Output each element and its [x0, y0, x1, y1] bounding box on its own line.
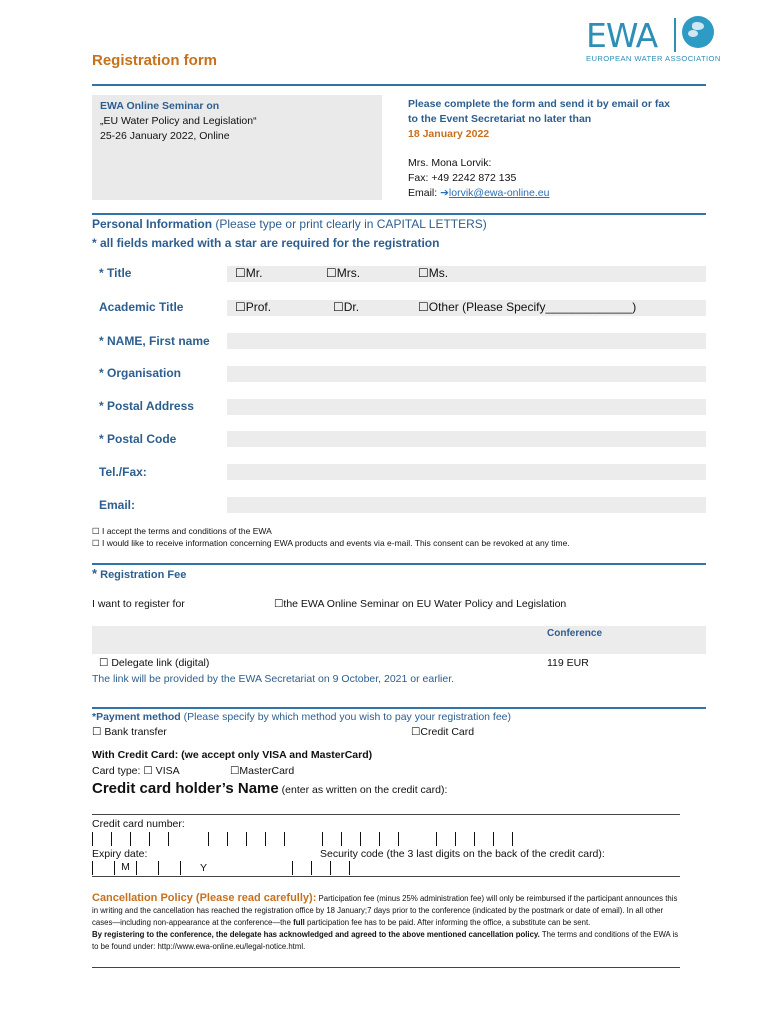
security-code-label: Security code (the 3 last digits on the back of the credit card):	[320, 848, 605, 860]
contact-name: Mrs. Mona Lorvik:	[408, 157, 492, 169]
mastercard-checkbox[interactable]: ☐MasterCard	[230, 765, 295, 777]
delegate-price: 119 EUR	[547, 657, 589, 669]
personal-heading	[92, 217, 487, 231]
personal-heading-bold: Personal Information	[92, 217, 213, 231]
payment-heading-rest: (Please specify by which method you wish to pay your registration fee)	[180, 711, 512, 723]
academic-prof-checkbox[interactable]: ☐Prof.	[235, 300, 272, 314]
fee-star: *	[92, 566, 98, 581]
personal-heading-rest: (Please type or print clearly in CAPITAL LETTERS)	[212, 217, 487, 231]
payment-heading	[92, 711, 511, 723]
visa-checkbox[interactable]: Card type: ☐ VISA	[92, 765, 180, 777]
holder-heading-big: Credit card holder’s Name	[92, 780, 279, 797]
tel-fax-label: Tel./Fax:	[99, 465, 147, 479]
expiry-boxes[interactable]	[92, 861, 181, 875]
instructions-line2: to the Event Secretariat no later than	[408, 113, 592, 125]
arrow-icon: ➔	[440, 187, 449, 199]
organisation-input[interactable]	[227, 366, 706, 382]
academic-dr-checkbox[interactable]: ☐Dr.	[333, 300, 360, 314]
holder-name-line[interactable]	[92, 814, 680, 815]
seminar-checkbox[interactable]: ☐the EWA Online Seminar on EU Water Policy and Legislation	[274, 598, 567, 610]
postal-address-input[interactable]	[227, 399, 706, 415]
card-number-label: Credit card number:	[92, 818, 185, 830]
expiry-label: Expiry date:	[92, 848, 148, 860]
info-consent-checkbox[interactable]: ☐ I would like to receive information concerning EWA products and events via e-mail. This consent can be revoked at any time.	[92, 538, 570, 548]
email-link[interactable]: lorvik@ewa-online.eu	[448, 187, 550, 199]
title-row-bg	[227, 266, 706, 282]
agreement-bold: By registering to the conference, the delegate has acknowledged and agreed to the above mentioned cancellation policy.	[92, 930, 540, 939]
seminar-line3: 25-26 January 2022, Online	[100, 130, 230, 142]
academic-other-checkbox[interactable]: ☐Other (Please Specify_____________)	[418, 300, 637, 314]
title-mrs-checkbox[interactable]: ☐Mrs.	[326, 266, 361, 280]
instructions-box	[400, 95, 706, 203]
globe-icon	[682, 16, 714, 48]
cancellation-text2: participation fee has to be paid. After informing the office, a substitute can be sent.	[304, 918, 591, 927]
credit-card-heading: With Credit Card: (we accept only VISA and MasterCard)	[92, 749, 373, 761]
postal-code-label: * Postal Code	[99, 432, 177, 446]
seminar-info-box	[92, 95, 382, 200]
bank-transfer-checkbox[interactable]: ☐ Bank transfer	[92, 726, 167, 738]
fee-rule	[92, 563, 706, 565]
fee-table-header-bg	[92, 626, 706, 654]
logo-wordmark: EWA	[586, 16, 658, 55]
terms-consent-checkbox[interactable]: ☐ I accept the terms and conditions of the EWA	[92, 526, 272, 536]
credit-card-checkbox[interactable]: ☐Credit Card	[411, 726, 475, 738]
security-code-boxes[interactable]	[292, 861, 350, 875]
required-note: * all fields marked with a star are required for the registration	[92, 236, 440, 250]
footer-line	[92, 967, 680, 968]
register-label: I want to register for	[92, 598, 185, 610]
title-label: * Title	[99, 266, 132, 280]
contact-email-row	[408, 186, 698, 201]
expiry-month: M	[115, 861, 137, 875]
holder-heading-small: (enter as written on the credit card):	[278, 784, 448, 796]
agreement-rest: The terms and conditions of the EWA is to be found under: http://www.ewa-online.eu/legal-notice.html.	[92, 930, 679, 951]
email-field-label: Email:	[99, 498, 136, 512]
payment-bottom-line	[92, 876, 680, 877]
tel-fax-input[interactable]	[227, 464, 706, 480]
ewa-logo	[586, 14, 726, 70]
delegate-link-checkbox[interactable]: ☐ Delegate link (digital)	[99, 657, 210, 669]
title-mr-checkbox[interactable]: ☐Mr.	[235, 266, 263, 280]
cancellation-full: full	[293, 918, 305, 927]
postal-address-label: * Postal Address	[99, 399, 194, 413]
logo-divider	[674, 18, 676, 52]
cancellation-text1: Participation fee (minus 25% administration fee) will only be reimbursed if the participant announces this in writing and the cancellation has reached the registration office by 18 January;7 days prior to the conference (indicated by the postmark or date of email). In all other cases—including non-appearance at the conference—the	[92, 894, 678, 927]
holder-heading	[92, 780, 447, 797]
link-note: The link will be provided by the EWA Secretariat on 9 October, 2021 or earlier.	[92, 673, 455, 685]
seminar-line1: EWA Online Seminar on	[100, 100, 220, 112]
email-label: Email:	[408, 187, 441, 199]
logo-tagline: EUROPEAN WATER ASSOCIATION	[586, 54, 721, 63]
cancellation-policy	[92, 892, 680, 953]
contact-fax: Fax: +49 2242 872 135	[408, 172, 517, 184]
title-rule	[92, 84, 706, 86]
payment-rule	[92, 707, 706, 709]
title-ms-checkbox[interactable]: ☐Ms.	[418, 266, 449, 280]
card-number-boxes[interactable]	[92, 832, 513, 846]
personal-rule	[92, 213, 706, 215]
form-title: Registration form	[92, 52, 218, 69]
fee-heading	[92, 566, 186, 581]
email-field-input[interactable]	[227, 497, 706, 513]
seminar-line2: „EU Water Policy and Legislation“	[100, 115, 257, 127]
academic-label: Academic Title	[99, 300, 184, 314]
fee-heading-text: Registration Fee	[100, 569, 187, 581]
postal-code-input[interactable]	[227, 431, 706, 447]
name-input[interactable]	[227, 333, 706, 349]
name-label: * NAME, First name	[99, 334, 210, 348]
expiry-year: Y	[200, 862, 208, 874]
cancellation-heading: Cancellation Policy (Please read carefully):	[92, 892, 317, 904]
conference-header: Conference	[547, 628, 603, 639]
instructions-line1: Please complete the form and send it by email or fax	[408, 98, 670, 110]
payment-heading-bold: *Payment method	[92, 711, 181, 723]
organisation-label: * Organisation	[99, 366, 182, 380]
deadline: 18 January 2022	[408, 128, 490, 140]
